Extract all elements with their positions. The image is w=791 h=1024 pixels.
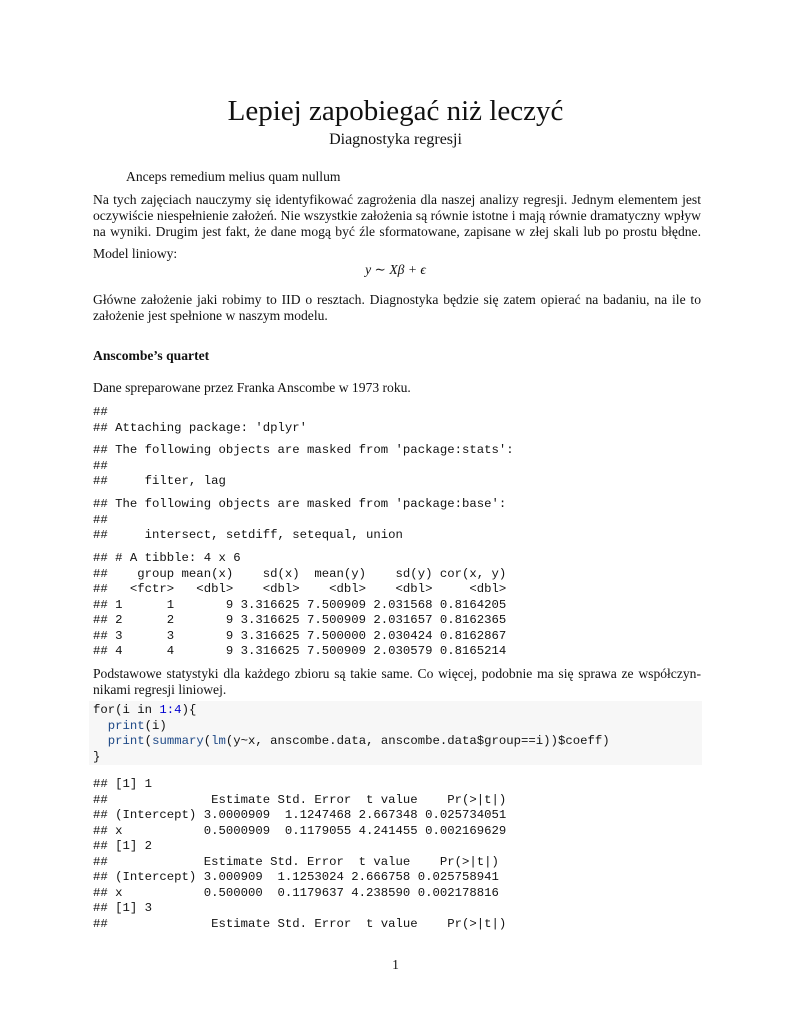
output-line: ## 3 3 9 3.316625 7.500000 2.030424 0.8162867 [93, 628, 507, 643]
code-line [93, 734, 610, 750]
code-token: ){ [181, 703, 197, 717]
output-line: ## [1] 2 [93, 839, 153, 853]
code-indent [93, 734, 108, 748]
code-token: (i) [144, 718, 167, 733]
intro-line: Na tych zajęciach nauczymy się identyfikować zagrożenia dla naszej analizy regresji. Jednym elementem jest [93, 192, 701, 207]
output-line: ## Attaching package: 'dplyr' [93, 420, 308, 435]
output-line: ## # A tibble: 4 x 6 [93, 551, 241, 565]
assumption-line: Główne założenie jaki robimy to IID o resztach. Diagnostyka będzie się zatem opierać na badaniu, na ile to [93, 292, 701, 307]
intro-paragraph [93, 192, 701, 240]
output-line: ## group mean(x) sd(x) mean(y) sd(y) cor(x, y) [93, 566, 507, 581]
document-subtitle: Diagnostyka regresji [329, 131, 462, 148]
code-line [93, 719, 610, 735]
summary-line: Podstawowe statystyki dla każdego zbioru są takie same. Co więcej, podobnie ma się sprawa ze współczyn- [93, 666, 701, 681]
section-intro: Dane spreparowane przez Franka Anscombe w 1973 roku. [93, 380, 411, 395]
output-line: ## [93, 405, 108, 419]
r-output-masked-stats [93, 443, 514, 490]
r-output-masked-base [93, 497, 506, 544]
output-line: ## [93, 512, 108, 527]
summary-line: nikami regresji liniowej. [93, 682, 227, 697]
output-line: ## Estimate Std. Error t value Pr(>|t|) [93, 916, 507, 931]
output-line: ## The following objects are masked from 'package:stats': [93, 443, 514, 457]
code-token: ( [144, 734, 153, 748]
output-line: ## x 0.500000 0.1179637 4.238590 0.002178816 [93, 885, 499, 900]
code-token: for(i in [93, 703, 160, 717]
intro-line: oczywiście niespełnienie założeń. Nie wszystkie założenia są równie istotne i mają równie dramatyczny wpływ [93, 208, 701, 223]
output-line: ## intersect, setdiff, setequal, union [93, 528, 403, 542]
output-line: ## Estimate Std. Error t value Pr(>|t|) [93, 792, 507, 807]
code-line: } [93, 749, 101, 764]
assumption-paragraph [93, 292, 701, 324]
model-equation: y ∼ Xβ + ϵ [365, 262, 426, 277]
output-line: ## [1] 1 [93, 777, 153, 791]
code-indent [93, 719, 108, 733]
document-title: Lepiej zapobiegać niż leczyć [227, 95, 564, 127]
output-line: ## 2 2 9 3.316625 7.500909 2.031657 0.8162365 [93, 613, 507, 627]
r-code-chunk [93, 703, 610, 765]
output-line: ## filter, lag [93, 474, 226, 488]
r-output-tibble [93, 551, 506, 660]
code-function-token: print [107, 734, 145, 748]
code-function-token: summary [152, 734, 204, 748]
model-label: Model liniowy: [93, 246, 178, 261]
output-line: ## (Intercept) 3.000909 1.1253024 2.666758 0.025758941 [93, 870, 499, 884]
code-token: ( [203, 734, 212, 748]
output-line: ## The following objects are masked from 'package:base': [93, 497, 507, 511]
output-line: ## 4 4 9 3.316625 7.500909 2.030579 0.8165214 [93, 644, 507, 658]
code-token: (y~x, anscombe.data, anscombe.data$group==i))$coeff) [225, 734, 610, 748]
epigraph: Anceps remedium melius quam nullum [126, 169, 341, 184]
output-line: ## 1 1 9 3.316625 7.500909 2.031568 0.8164205 [93, 597, 507, 612]
r-output-regression [93, 777, 506, 932]
intro-line: na wyniki. Drugim jest fakt, że dane mogą być źle sformatowane, zapisane w złej skali lub po prostu błędne. [93, 224, 701, 239]
output-line: ## <fctr> <dbl> <dbl> <dbl> <dbl> <dbl> [93, 582, 507, 596]
code-function-token: lm [211, 734, 226, 748]
output-line: ## Estimate Std. Error t value Pr(>|t|) [93, 854, 499, 869]
code-function-token: print [107, 718, 145, 733]
output-line: ## [1] 3 [93, 901, 153, 915]
output-line: ## (Intercept) 3.0000909 1.1247468 2.667348 0.025734051 [93, 808, 507, 822]
output-line: ## [93, 458, 108, 473]
page-number: 1 [392, 957, 399, 972]
summary-paragraph [93, 666, 701, 698]
section-heading: Anscombe’s quartet [93, 348, 210, 363]
output-line: ## x 0.5000909 0.1179055 4.241455 0.002169629 [93, 823, 507, 838]
code-line [93, 703, 610, 719]
assumption-line: założenie jest spełnione w naszym modelu. [93, 308, 328, 323]
r-output-attach [93, 405, 307, 436]
code-number-token: 1:4 [159, 703, 182, 717]
